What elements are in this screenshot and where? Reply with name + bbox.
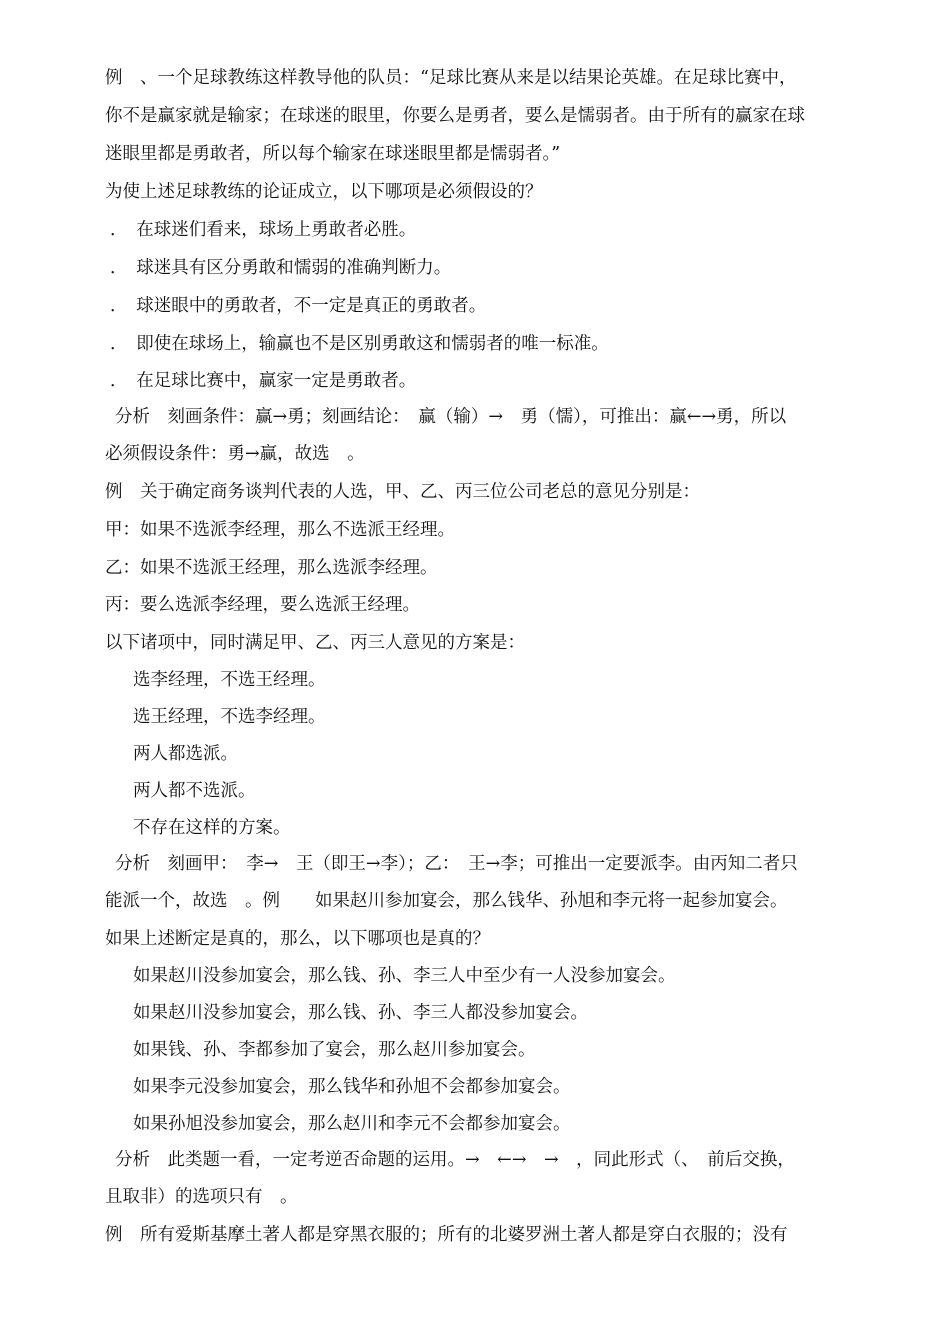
analysis-line: 分析 刻画条件：赢→勇；刻画结论： 赢（输）→ 勇（懦），可推出：赢←→勇，所以 (115, 407, 787, 427)
text-line: 例 所有爱斯基摩土著人都是穿黑衣服的；所有的北婆罗洲土著人都是穿白衣服的；没有 (105, 1225, 788, 1245)
option-line: ． 球迷具有区分勇敢和懦弱的准确判断力。 (110, 258, 452, 278)
text-line: 如果上述断定是真的，那么，以下哪项也是真的？ (105, 929, 490, 949)
option-line: ． 在球迷们看来，球场上勇敢者必胜。 (110, 220, 417, 240)
option-line: 不存在这样的方案。 (133, 818, 291, 838)
option-line: 如果赵川没参加宴会，那么钱、孙、李三人都没参加宴会。 (133, 1003, 588, 1023)
option-line: ． 即使在球场上，输赢也不是区别勇敢这和懦弱者的唯一标准。 (110, 334, 609, 354)
text-line: 例 关于确定商务谈判代表的人选，甲、乙、丙三位公司老总的意见分别是： (105, 482, 700, 502)
option-line: 选王经理，不选李经理。 (133, 707, 326, 727)
text-line: 你不是赢家就是输家；在球迷的眼里，你要么是勇者，要么是懦弱者。由于所有的赢家在球 (105, 106, 805, 126)
text-line: 必须假设条件：勇→赢，故选 。 (105, 444, 365, 464)
option-line: ． 在足球比赛中，赢家一定是勇敢者。 (110, 371, 417, 391)
text-line: 例 、一个足球教练这样教导他的队员：“足球比赛从来是以结果论英雄。在足球比赛中， (105, 68, 797, 88)
text-line: 以下诸项中，同时满足甲、乙、丙三人意见的方案是： (105, 633, 525, 653)
option-line: 如果孙旭没参加宴会，那么赵川和李元不会都参加宴会。 (133, 1114, 571, 1134)
option-line: 选李经理，不选王经理。 (133, 670, 326, 690)
option-line: ． 球迷眼中的勇敢者，不一定是真正的勇敢者。 (110, 296, 487, 316)
text-line: 能派一个，故选 。例 如果赵川参加宴会，那么钱华、孙旭和李元将一起参加宴会。 (105, 891, 788, 911)
option-line: 如果钱、孙、李都参加了宴会，那么赵川参加宴会。 (133, 1040, 536, 1060)
option-line: 两人都选派。 (133, 744, 238, 764)
text-line: 丙：要么选派李经理，要么选派王经理。 (105, 595, 420, 615)
analysis-line: 分析 此类题一看，一定考逆否命题的运用。→ ←→ → ，同此形式（、 前后交换， (115, 1150, 795, 1170)
text-line: 甲：如果不选派李经理，那么不选派王经理。 (105, 520, 455, 540)
option-line: 两人都不选派。 (133, 781, 256, 801)
analysis-line: 分析 刻画甲： 李→ 王（即王→李）；乙： 王→李；可推出一定要派李。由丙知二者只 (115, 854, 798, 874)
text-line: 为使上述足球教练的论证成立，以下哪项是必须假设的？ (105, 182, 543, 202)
text-line: 乙：如果不选派王经理，那么选派李经理。 (105, 558, 438, 578)
text-line: 且取非）的选项只有 。 (105, 1187, 298, 1207)
option-line: 如果李元没参加宴会，那么钱华和孙旭不会都参加宴会。 (133, 1077, 571, 1097)
option-line: 如果赵川没参加宴会，那么钱、孙、李三人中至少有一人没参加宴会。 (133, 966, 676, 986)
text-line: 迷眼里都是勇敢者，所以每个输家在球迷眼里都是懦弱者。” (105, 144, 561, 164)
